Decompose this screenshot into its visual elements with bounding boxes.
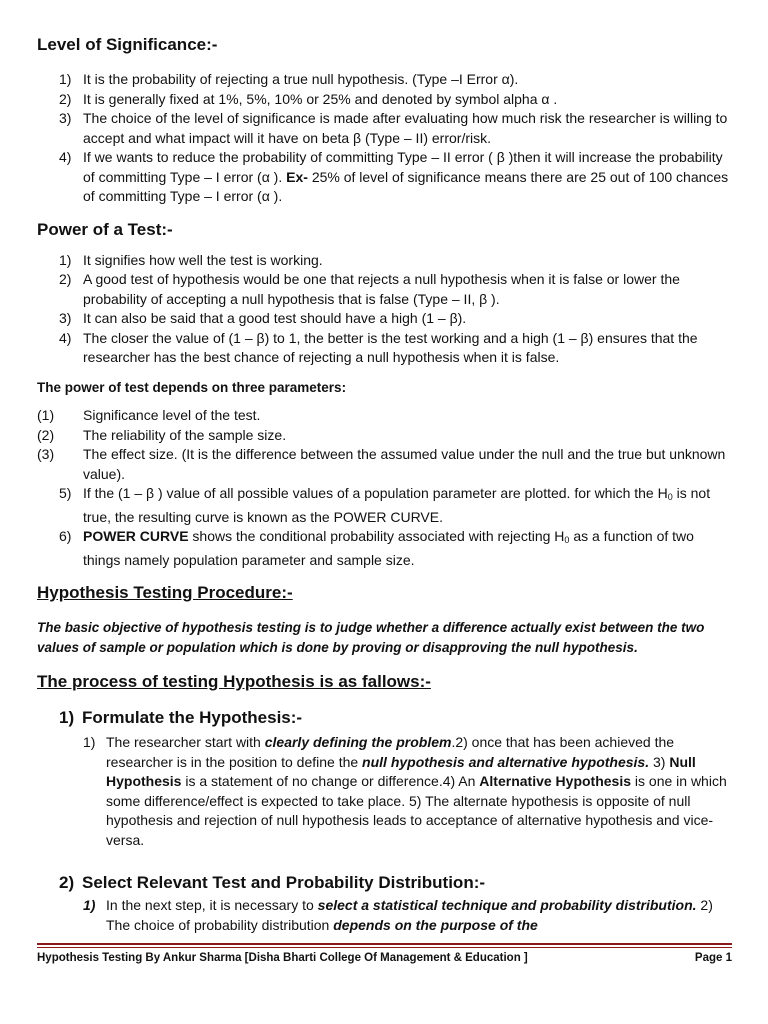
step2-heading: 2) Select Relevant Test and Probability Distribution:- [59, 873, 486, 892]
list-item: (3) The effect size. (It is the difference between the assumed value under the null and the true but unknown value). [37, 446, 726, 482]
footer-divider-thin [37, 947, 732, 948]
list-item: 4) The closer the value of (1 – β) to 1, the better is the test working and a high (1 – β) ensures that the researcher has the best chance of rejecting a null hypothesis when it is false. [59, 329, 698, 365]
list-item: 1) It signifies how well the test is working. [59, 251, 323, 268]
list-item: 4) If we wants to reduce the probability of committing Type – II error ( β )then it will increase the probability of committing Type – I error (α ). Ex- 25% of level of significance means there are 25 out of 100 chances of committing Type – I error (α ). [59, 149, 729, 204]
step1-text: 1) The researcher start with clearly defining the problem.2) once that has been achieved the researcher is in the position to define the null hypothesis and alternative hypothesis. 3) Null Hypothesis is a statement of no change or difference.4) An Alternative Hypothesis is one in which some difference/effect is expected to take place. 5) The alternate hypothesis is opposite of null hypothesis and rejection of null hypothesis leads to acceptance of alternative hypothesis and vice-versa. [83, 734, 727, 848]
power-of-test-heading: Power of a Test:- [37, 219, 173, 239]
list-item: (2) The reliability of the sample size. [37, 426, 287, 443]
document-page [37, 30, 732, 935]
power-list [37, 251, 732, 368]
list-item: 3) It can also be said that a good test should have a high (1 – β). [59, 310, 467, 326]
footer-title: Hypothesis Testing By Ankur Sharma [Disha Bharti College Of Management & Education ] [37, 952, 528, 964]
list-item: 2) It is generally fixed at 1%, 5%, 10% or 25% and denoted by symbol alpha α . [59, 90, 558, 107]
list-item: 1) It is the probability of rejecting a true null hypothesis. (Type –I Error α). [59, 71, 519, 87]
level-of-significance-heading: Level of Significance:- [37, 35, 218, 54]
procedure-heading: Hypothesis Testing Procedure:- [37, 583, 293, 602]
list-item: 2) A good test of hypothesis would be one that rejects a null hypothesis when it is false or lower the probability of accepting a null hypothesis that is false (Type – II, β ). [59, 271, 680, 307]
page-number: Page 1 [694, 952, 732, 964]
parameters-heading: The power of test depends on three parameters: [37, 379, 347, 395]
list-item: 5) If the (1 – β ) value of all possible values of a population parameter are plotted. for which the $H_0$ is not true, the resulting curve is known as the POWER CURVE. [59, 485, 711, 525]
list-item: (1) Significance level of the test. [37, 407, 261, 423]
footer-divider [37, 943, 732, 945]
page-footer [37, 952, 732, 964]
list-item: 6) POWER CURVE shows the conditional probability associated with rejecting $H_0$ as a function of two things namely population parameter and sample size. [59, 528, 694, 568]
step1-heading: 1) Formulate the Hypothesis:- [59, 708, 303, 727]
list-item: 3) The choice of the level of significance is made after evaluating how much risk the researcher is willing to accept and what impact will it have on beta β (Type – II) error/risk. [59, 110, 728, 146]
step2-text: 1) In the next step, it is necessary to select a statistical technique and probability distribution. 2) The choice of probability distribution depends on the purpose of the [83, 897, 713, 933]
process-heading: The process of testing Hypothesis is as fallows:- [37, 672, 431, 691]
significance-list [37, 70, 732, 207]
procedure-intro: The basic objective of hypothesis testing is to judge whether a difference actually exist between the two values of sample or population which is done by proving or disapproving the null hypothesis. [37, 620, 705, 655]
parameters-list [37, 406, 732, 570]
